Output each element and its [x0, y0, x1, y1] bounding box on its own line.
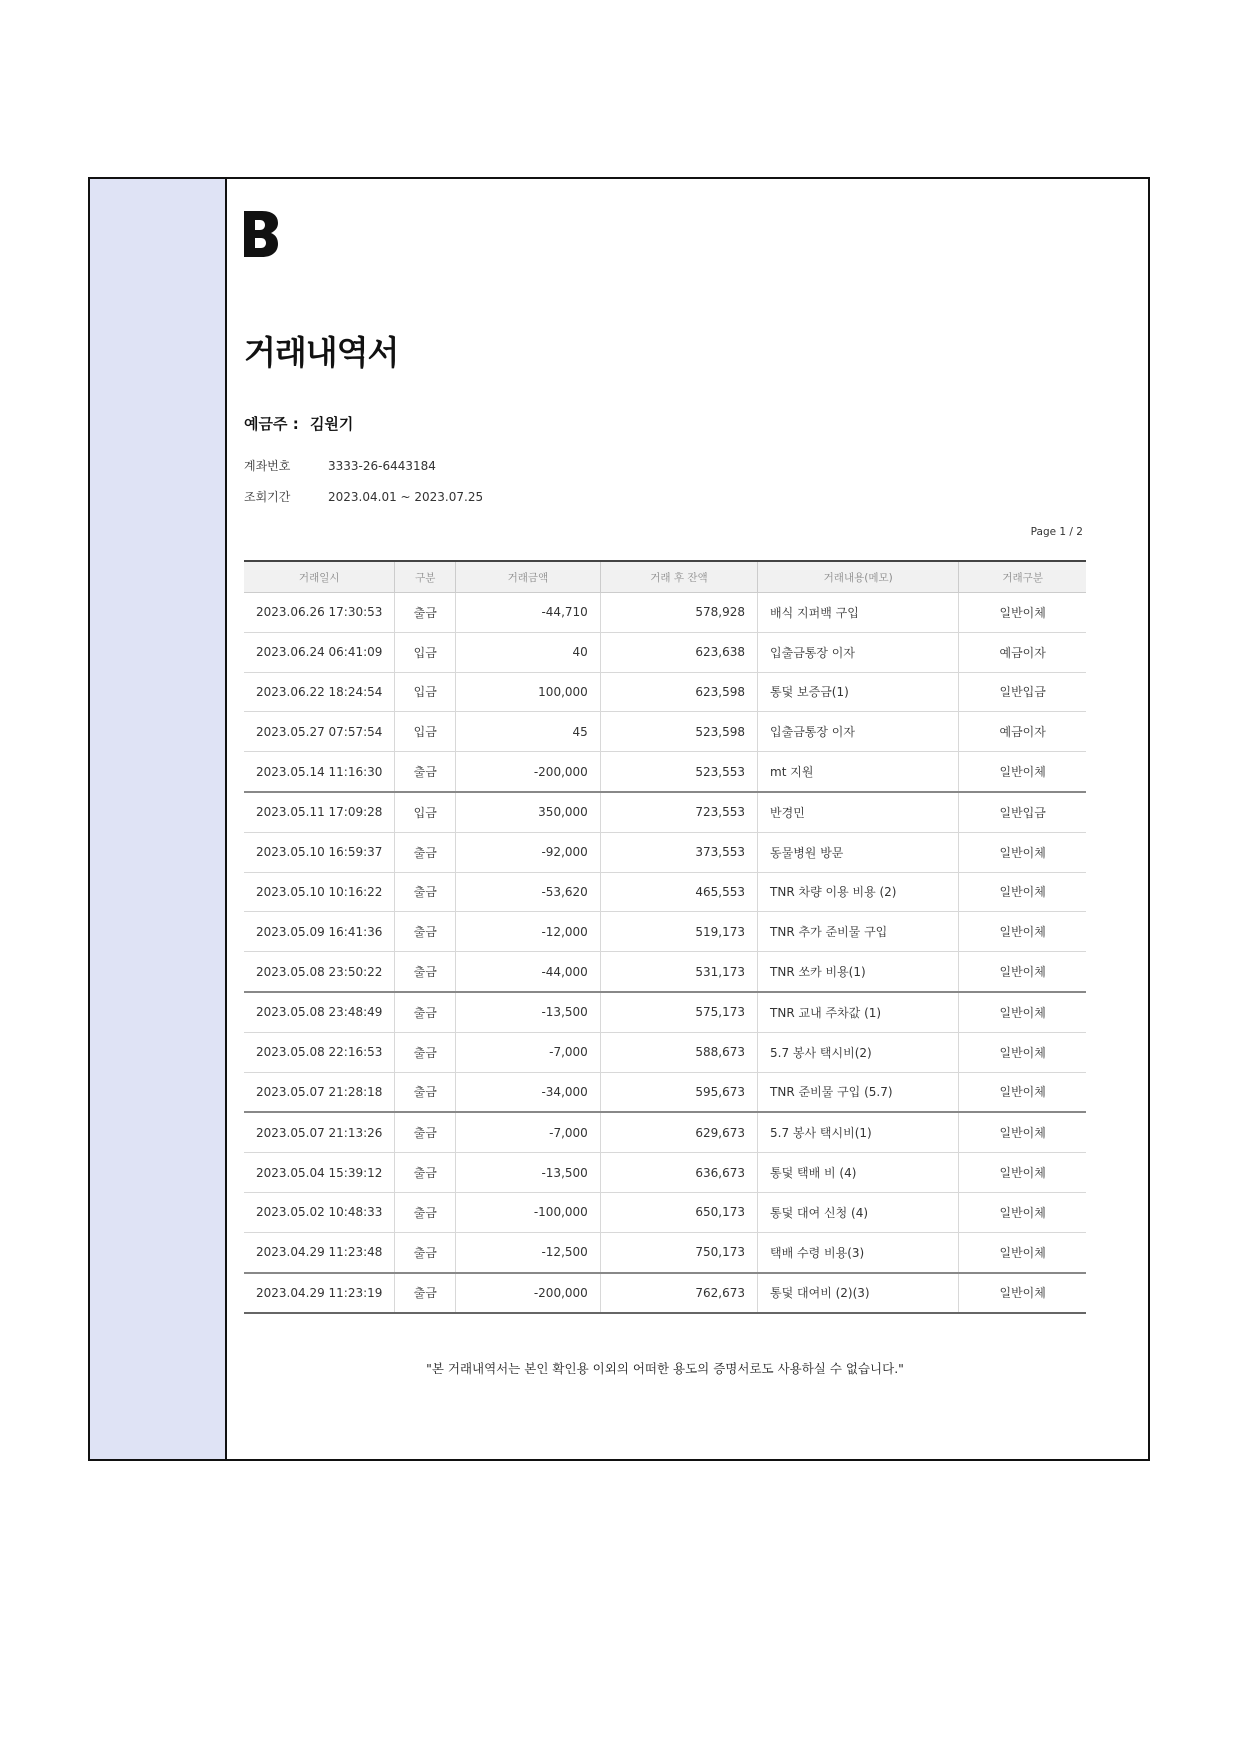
cell-datetime: 2023.04.29 11:23:19 — [244, 1273, 395, 1314]
cell-type: 출금 — [395, 1232, 456, 1272]
header-datetime: 거래일시 — [244, 561, 395, 593]
table-row — [244, 752, 1086, 792]
cell-datetime: 2023.05.09 16:41:36 — [244, 912, 395, 952]
account-number-label: 계좌번호 — [244, 459, 291, 473]
table-body — [244, 593, 1086, 1314]
cell-memo: 택배 수령 비용(3) — [758, 1232, 959, 1272]
cell-balance: 531,173 — [600, 952, 757, 992]
cell-amount: -13,500 — [456, 992, 601, 1032]
cell-category: 일반이체 — [959, 1072, 1086, 1112]
disclaimer-note: "본 거래내역서는 본인 확인용 이외의 어떠한 용도의 증명서로도 사용하실 수 없습니다." — [426, 1361, 904, 1376]
cell-balance: 588,673 — [600, 1032, 757, 1072]
table-row — [244, 672, 1086, 712]
table-row — [244, 992, 1086, 1032]
cell-type: 출금 — [395, 992, 456, 1032]
period-label: 조회기간 — [244, 490, 291, 504]
cell-type: 입금 — [395, 672, 456, 712]
cell-datetime: 2023.06.24 06:41:09 — [244, 632, 395, 672]
account-holder — [244, 413, 353, 434]
table-row — [244, 1192, 1086, 1232]
header-memo: 거래내용(메모) — [758, 561, 959, 593]
cell-amount: -7,000 — [456, 1112, 601, 1152]
cell-type: 출금 — [395, 872, 456, 912]
account-number-row — [244, 457, 436, 474]
cell-balance: 575,173 — [600, 992, 757, 1032]
cell-memo: 입출금통장 이자 — [758, 632, 959, 672]
table-row — [244, 1232, 1086, 1272]
cell-category: 일반이체 — [959, 1112, 1086, 1152]
table-row — [244, 792, 1086, 832]
cell-type: 출금 — [395, 1273, 456, 1314]
cell-category: 일반이체 — [959, 1273, 1086, 1314]
cell-datetime: 2023.05.08 22:16:53 — [244, 1032, 395, 1072]
table-row — [244, 1273, 1086, 1314]
cell-datetime: 2023.05.07 21:28:18 — [244, 1072, 395, 1112]
transactions-table — [244, 560, 1086, 1314]
cell-datetime: 2023.05.07 21:13:26 — [244, 1112, 395, 1152]
cell-memo: 통덫 대여 신청 (4) — [758, 1192, 959, 1232]
cell-amount: -7,000 — [456, 1032, 601, 1072]
cell-memo: TNR 쏘카 비용(1) — [758, 952, 959, 992]
cell-balance: 723,553 — [600, 792, 757, 832]
cell-amount: 45 — [456, 712, 601, 752]
cell-datetime: 2023.05.10 10:16:22 — [244, 872, 395, 912]
cell-category: 일반이체 — [959, 1232, 1086, 1272]
cell-category: 일반이체 — [959, 1032, 1086, 1072]
cell-balance: 465,553 — [600, 872, 757, 912]
table-row — [244, 593, 1086, 633]
cell-datetime: 2023.05.08 23:50:22 — [244, 952, 395, 992]
cell-type: 출금 — [395, 952, 456, 992]
cell-balance: 762,673 — [600, 1273, 757, 1314]
cell-memo: TNR 준비물 구입 (5.7) — [758, 1072, 959, 1112]
bank-logo-b-icon — [244, 211, 278, 257]
cell-balance: 650,173 — [600, 1192, 757, 1232]
account-number-value: 3333-26-6443184 — [328, 459, 436, 473]
cell-amount: -100,000 — [456, 1192, 601, 1232]
cell-memo: 입출금통장 이자 — [758, 712, 959, 752]
cell-memo: 통덫 보증금(1) — [758, 672, 959, 712]
cell-memo: 통덫 택배 비 (4) — [758, 1153, 959, 1193]
cell-category: 일반이체 — [959, 832, 1086, 872]
cell-category: 일반입금 — [959, 672, 1086, 712]
holder-label: 예금주 : — [244, 415, 299, 433]
cell-balance: 578,928 — [600, 593, 757, 633]
cell-amount: 100,000 — [456, 672, 601, 712]
cell-type: 출금 — [395, 1112, 456, 1152]
cell-amount: -92,000 — [456, 832, 601, 872]
cell-balance: 595,673 — [600, 1072, 757, 1112]
cell-balance: 523,553 — [600, 752, 757, 792]
table-row — [244, 1072, 1086, 1112]
cell-datetime: 2023.04.29 11:23:48 — [244, 1232, 395, 1272]
table-row — [244, 712, 1086, 752]
table-header-row — [244, 561, 1086, 593]
cell-category: 일반이체 — [959, 752, 1086, 792]
cell-category: 일반이체 — [959, 992, 1086, 1032]
cell-category: 일반입금 — [959, 792, 1086, 832]
cell-datetime: 2023.05.27 07:57:54 — [244, 712, 395, 752]
page-indicator: Page 1 / 2 — [1030, 526, 1083, 538]
cell-memo: mt 지원 — [758, 752, 959, 792]
cell-balance: 523,598 — [600, 712, 757, 752]
cell-datetime: 2023.05.04 15:39:12 — [244, 1153, 395, 1193]
cell-balance: 519,173 — [600, 912, 757, 952]
cell-balance: 623,638 — [600, 632, 757, 672]
cell-amount: 350,000 — [456, 792, 601, 832]
cell-amount: -53,620 — [456, 872, 601, 912]
cell-memo: TNR 교내 주차값 (1) — [758, 992, 959, 1032]
table-row — [244, 872, 1086, 912]
cell-amount: -12,500 — [456, 1232, 601, 1272]
table-row — [244, 1032, 1086, 1072]
cell-datetime: 2023.05.10 16:59:37 — [244, 832, 395, 872]
document-page — [227, 179, 1148, 1459]
cell-type: 출금 — [395, 752, 456, 792]
cell-balance: 636,673 — [600, 1153, 757, 1193]
page-title: 거래내역서 — [244, 333, 399, 372]
period-value: 2023.04.01 ~ 2023.07.25 — [328, 490, 484, 504]
table-row — [244, 832, 1086, 872]
cell-datetime: 2023.05.02 10:48:33 — [244, 1192, 395, 1232]
cell-amount: -200,000 — [456, 1273, 601, 1314]
table-row — [244, 1112, 1086, 1152]
cell-memo: TNR 차량 이용 비용 (2) — [758, 872, 959, 912]
cell-type: 출금 — [395, 1153, 456, 1193]
cell-type: 출금 — [395, 832, 456, 872]
cell-category: 일반이체 — [959, 1192, 1086, 1232]
cell-type: 출금 — [395, 1072, 456, 1112]
cell-balance: 623,598 — [600, 672, 757, 712]
cell-balance: 629,673 — [600, 1112, 757, 1152]
table-row — [244, 632, 1086, 672]
cell-datetime: 2023.06.22 18:24:54 — [244, 672, 395, 712]
cell-category: 일반이체 — [959, 1153, 1086, 1193]
holder-name: 김원기 — [309, 415, 354, 433]
cell-balance: 373,553 — [600, 832, 757, 872]
table-row — [244, 912, 1086, 952]
cell-type: 출금 — [395, 593, 456, 633]
cell-memo: 5.7 봉사 택시비(1) — [758, 1112, 959, 1152]
cell-datetime: 2023.06.26 17:30:53 — [244, 593, 395, 633]
cell-memo: 동물병원 방문 — [758, 832, 959, 872]
cell-datetime: 2023.05.08 23:48:49 — [244, 992, 395, 1032]
document-frame — [88, 177, 1150, 1461]
cell-type: 출금 — [395, 1192, 456, 1232]
cell-type: 출금 — [395, 912, 456, 952]
cell-amount: -13,500 — [456, 1153, 601, 1193]
cell-category: 일반이체 — [959, 952, 1086, 992]
cell-datetime: 2023.05.11 17:09:28 — [244, 792, 395, 832]
cell-memo: 통덫 대여비 (2)(3) — [758, 1273, 959, 1314]
header-category: 거래구분 — [959, 561, 1086, 593]
cell-type: 입금 — [395, 712, 456, 752]
cell-type: 출금 — [395, 1032, 456, 1072]
cell-amount: -44,000 — [456, 952, 601, 992]
cell-amount: 40 — [456, 632, 601, 672]
cell-category: 일반이체 — [959, 912, 1086, 952]
cell-memo: 반경민 — [758, 792, 959, 832]
cell-type: 입금 — [395, 632, 456, 672]
cell-memo: 배식 지퍼백 구입 — [758, 593, 959, 633]
cell-category: 일반이체 — [959, 872, 1086, 912]
table-row — [244, 952, 1086, 992]
cell-amount: -34,000 — [456, 1072, 601, 1112]
cell-category: 일반이체 — [959, 593, 1086, 633]
cell-category: 예금이자 — [959, 632, 1086, 672]
period-row — [244, 488, 483, 505]
cell-amount: -12,000 — [456, 912, 601, 952]
cell-type: 입금 — [395, 792, 456, 832]
side-panel — [90, 179, 227, 1459]
cell-category: 예금이자 — [959, 712, 1086, 752]
table-row — [244, 1153, 1086, 1193]
header-balance: 거래 후 잔액 — [600, 561, 757, 593]
cell-balance: 750,173 — [600, 1232, 757, 1272]
header-amount: 거래금액 — [456, 561, 601, 593]
cell-amount: -200,000 — [456, 752, 601, 792]
cell-datetime: 2023.05.14 11:16:30 — [244, 752, 395, 792]
header-type: 구분 — [395, 561, 456, 593]
cell-memo: TNR 추가 준비물 구입 — [758, 912, 959, 952]
cell-amount: -44,710 — [456, 593, 601, 633]
cell-memo: 5.7 봉사 택시비(2) — [758, 1032, 959, 1072]
